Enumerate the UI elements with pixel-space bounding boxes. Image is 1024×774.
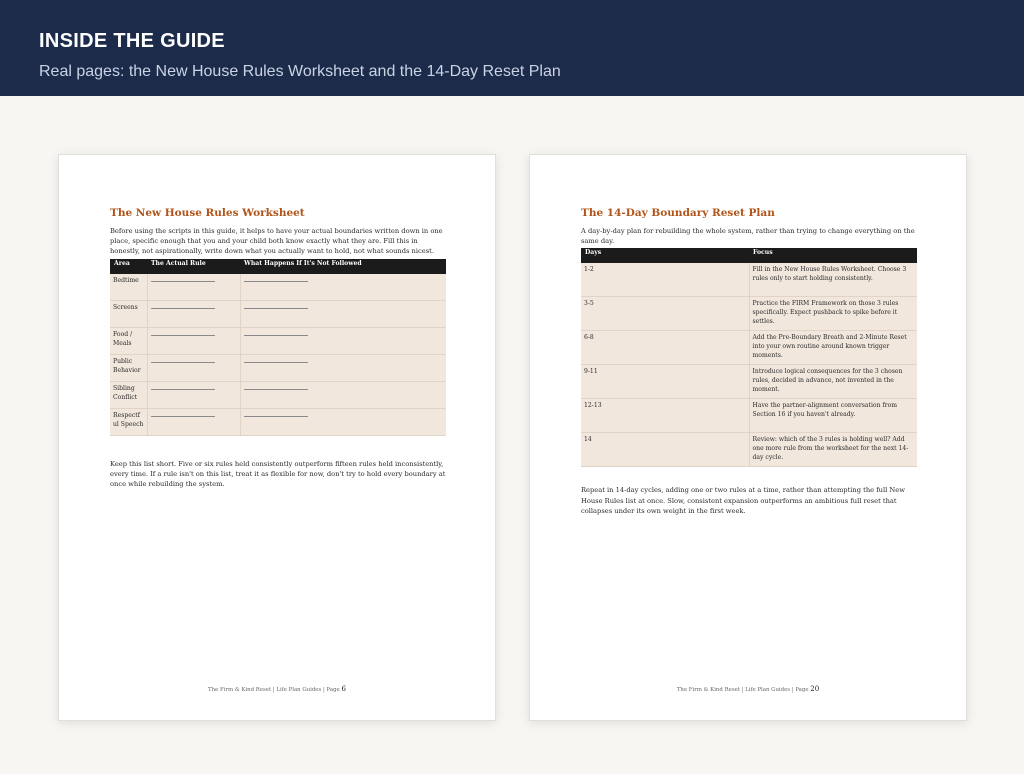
table-row xyxy=(110,381,446,408)
column-header-consequence: What Happens If It's Not Followed xyxy=(240,259,446,274)
rule-blank[interactable] xyxy=(147,300,240,327)
spacer xyxy=(581,467,917,485)
column-header-focus: Focus xyxy=(749,248,917,263)
consequence-blank[interactable] xyxy=(240,354,446,381)
row-area: Food / Meals xyxy=(110,327,147,354)
banner-title: INSIDE THE GUIDE xyxy=(39,30,225,52)
row-area: Bedtime xyxy=(110,274,147,301)
consequence-blank[interactable] xyxy=(240,381,446,408)
table-row xyxy=(581,399,917,433)
blank-line xyxy=(151,357,215,363)
blank-line xyxy=(151,411,215,417)
blank-line xyxy=(244,330,308,336)
row-focus: Fill in the New House Rules Worksheet. Choose 3 rules only to start holding consistently. xyxy=(749,263,917,297)
reset-plan-content xyxy=(581,206,917,516)
row-days: 1-2 xyxy=(581,263,749,297)
rule-blank[interactable] xyxy=(147,354,240,381)
reset-plan-table xyxy=(581,248,917,467)
row-area: Public Behavior xyxy=(110,354,147,381)
blank-line xyxy=(151,384,215,390)
row-area: Sibling Conflict xyxy=(110,381,147,408)
footer-text: The Firm & Kind Reset | Life Plan Guides | Page xyxy=(676,687,809,693)
footer-text: The Firm & Kind Reset | Life Plan Guides | Page xyxy=(208,687,340,693)
worksheet-content xyxy=(110,206,446,489)
page-footer xyxy=(59,685,495,694)
row-focus: Have the partner-alignment conversation from Section 16 if you haven't already. xyxy=(749,399,917,433)
worksheet-outro: Keep this list short. Five or six rules held consistently outperform fifteen rules held inconsistently, every time. If a rule isn't on this list, treat it as flexible for now, don't try to hold every boundary at once while rebuilding the system. xyxy=(110,459,446,489)
row-days: 14 xyxy=(581,433,749,467)
rule-blank[interactable] xyxy=(147,274,240,301)
row-focus: Add the Pre-Boundary Breath and 2-Minute Reset into your own routine around known trigger moments. xyxy=(749,331,917,365)
row-days: 6-8 xyxy=(581,331,749,365)
table-row xyxy=(110,327,446,354)
worksheet-table xyxy=(110,259,446,436)
table-row xyxy=(581,331,917,365)
worksheet-table-header xyxy=(110,259,446,274)
column-header-days: Days xyxy=(581,248,749,263)
table-row xyxy=(110,354,446,381)
worksheet-intro: Before using the scripts in this guide, it helps to have your actual boundaries written down in one place, specific enough that you and your child both know exactly what they are. Fill this in honestly, not aspirationally, write down what you actually want to hold, not what sounds nicest. xyxy=(110,227,443,256)
reset-plan-table-header xyxy=(581,248,917,263)
reset-plan-title: The 14-Day Boundary Reset Plan xyxy=(581,207,775,219)
reset-plan-outro: Repeat in 14-day cycles, adding one or two rules at a time, rather than attempting the full New House Rules list at once. Slow, consistent expansion outperforms an ambitious full reset that collapses under its own weight in the first week. xyxy=(581,486,905,515)
header-banner xyxy=(0,0,1024,96)
consequence-blank[interactable] xyxy=(240,274,446,301)
blank-line xyxy=(244,411,308,417)
table-row xyxy=(581,365,917,399)
row-days: 3-5 xyxy=(581,297,749,331)
row-focus: Practice the FIRM Framework on those 3 rules specifically. Expect pushback to spike before it settles. xyxy=(749,297,917,331)
reset-plan-page xyxy=(529,154,967,721)
table-row xyxy=(581,433,917,467)
consequence-blank[interactable] xyxy=(240,327,446,354)
row-days: 12-13 xyxy=(581,399,749,433)
row-focus: Review: which of the 3 rules is holding well? Add one more rule from the worksheet for the next 14-day cycle. xyxy=(749,433,917,467)
blank-line xyxy=(151,330,215,336)
blank-line xyxy=(244,384,308,390)
rule-blank[interactable] xyxy=(147,327,240,354)
consequence-blank[interactable] xyxy=(240,300,446,327)
table-row xyxy=(110,408,446,435)
worksheet-title: The New House Rules Worksheet xyxy=(110,207,305,219)
page-number: 6 xyxy=(341,685,346,693)
row-area: Respectful Speech xyxy=(110,408,147,435)
blank-line xyxy=(244,276,308,282)
column-header-area: Area xyxy=(110,259,147,274)
blank-line xyxy=(244,357,308,363)
row-area: Screens xyxy=(110,300,147,327)
page-number: 20 xyxy=(810,685,820,693)
table-row xyxy=(110,300,446,327)
row-days: 9-11 xyxy=(581,365,749,399)
rule-blank[interactable] xyxy=(147,408,240,435)
banner-subtitle: Real pages: the New House Rules Worksheet and the 14-Day Reset Plan xyxy=(39,63,561,80)
row-focus: Introduce logical consequences for the 3 chosen rules, decided in advance, not invented in the moment. xyxy=(749,365,917,399)
table-row xyxy=(110,274,446,301)
spacer xyxy=(110,436,446,459)
table-row xyxy=(581,297,917,331)
blank-line xyxy=(244,303,308,309)
consequence-blank[interactable] xyxy=(240,408,446,435)
table-row xyxy=(581,263,917,297)
reset-plan-intro: A day-by-day plan for rebuilding the whole system, rather than trying to change everything on the same day. xyxy=(581,227,915,246)
worksheet-page xyxy=(58,154,496,721)
column-header-rule: The Actual Rule xyxy=(147,259,240,274)
blank-line xyxy=(151,303,215,309)
rule-blank[interactable] xyxy=(147,381,240,408)
page-footer xyxy=(530,685,966,694)
blank-line xyxy=(151,276,215,282)
